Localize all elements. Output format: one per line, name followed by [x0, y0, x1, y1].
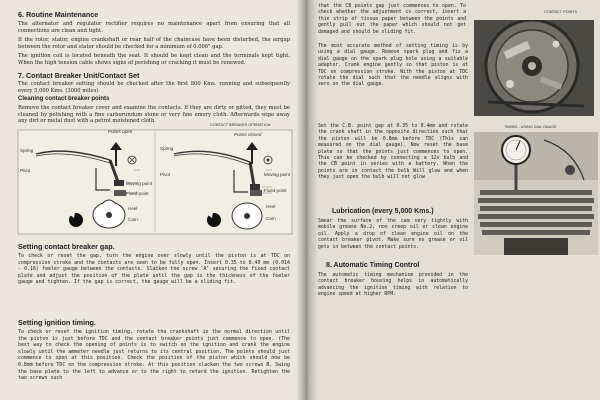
contact-para-2: Remove the contact breaker cover and examine the contacts. If they are dirty or pitted, they must be cleaned by polishing with a fine carborundum stone or very fine emery cloth. Afterwards wipe away any dirt or metal dust with a petrol moistened cloth. [18, 105, 290, 125]
lubrication-para: Smear the surface of the cam very tightly with mobile grease No.2, non creep oil or clean engine oil. Apply a drop of clean engine oil on the contact breaker pivot. Make sure no grease or oil gets in between the contact points. [318, 219, 468, 250]
label-heel-2: Heel [266, 204, 276, 209]
label-points-open: Points open [108, 129, 133, 134]
cleaning-points-subheading: Cleaning contact breaker points [18, 96, 110, 102]
contact-breaker-diagram [14, 120, 296, 238]
label-heel: Heel [128, 206, 138, 211]
routine-maintenance-heading: 6. Routine Maintenance [18, 10, 99, 19]
photo2-caption: TIMING - USING DIAL GAUGE [504, 125, 557, 129]
contact-points-photo-image [474, 6, 594, 116]
dial-gauge-para: The most accurate method of setting timing is by using a dial gauge. Remove spark plug and fix a dial gauge on the spark plug hole using a suitable adaptor. Crank engine gently so that piston is at TDC on compression stroke. With the piston at TDC rotate the dial such that the needle aligns with zero on the dial gauge. [318, 44, 468, 88]
photo1-caption: CONTACT POINTS [544, 10, 578, 14]
setting-gap-heading: Setting contact breaker gap. [18, 242, 115, 251]
label-fixed-point: Fixed point [126, 191, 149, 196]
contact-breaker-heading: 7. Contact Breaker Unit/Contact Set [18, 71, 140, 80]
book-gutter [296, 0, 318, 400]
contact-points-photo [474, 6, 594, 116]
label-points-closed: Points closed [234, 132, 262, 137]
dial-gauge-photo-image [474, 120, 598, 255]
diagram-caption: CONTACT BREAKER OPERATION [210, 123, 271, 127]
lubrication-heading: Lubrication (every 5,000 Kms.) [332, 208, 434, 215]
diagram-figure [14, 120, 296, 238]
label-pivot-2: Pivot [160, 172, 171, 177]
cb-point-gap-para: Set the C.B. point gap at 0.35 to 0.4mm and rotate the crank shaft in the opposite direction such that the piston will be 0.8mm before TDC (This can measured on the dial gauge). Now reset the base plate so that the points just commences to open. This can be checked by connecting a 12v bulb and the CB point in series with a battery. When the points are in contact the bulb Will glow and when they just open the bulb will not glow [318, 124, 468, 181]
label-spring-2: Spring [160, 146, 174, 151]
automatic-timing-para: The automatic timing mechanism provided in the contact breaker housing helps in automatically advancing the ignition timing with relation to engine speed at higher RPM. [318, 273, 468, 298]
label-spring: Spring [20, 148, 34, 153]
label-fixed-point-2: Fixed point [264, 188, 287, 193]
setting-timing-heading: Setting ignition timing. [18, 318, 96, 327]
right-page [306, 0, 600, 400]
timing-dial-gauge-photo [474, 120, 598, 255]
routine-para-2: If the rotor, stator, engine crankshaft or rear half of the chaincase have been disturbed, the airgap between the rotor and stator should be checked for a minimum of 0.006" gap. [18, 37, 290, 50]
timing-continued-para: that the CB points gap just commences to open. To check whether the adjustment is correct, insert a thin strip of tissue paper between the points and gently pull out the paper which should not get damaged and should be sliding fit. [318, 4, 466, 35]
routine-para-3: The ignition coil is located beneath the seat. It should be kept clean and the terminals kept tight. When the high tension cable shows signs of perishing or cracking it must be renewed. [18, 53, 290, 66]
label-moving-point: Moving point [126, 181, 153, 186]
routine-para-1: The alternator and regulator rectifier requires no maintenance apart from ensuring that all connections are clean and tight. [18, 21, 290, 34]
label-moving-point-2: Moving point [264, 172, 291, 177]
setting-gap-para: To check or reset the gap, turn the engine over slowly until the piston is at TDC on compression stroke and the contacts are seen to be fully open. Insert 0.35 to 0.40 mm (0.014 - 0.16) feeler gauge between the contacts. Slacken the screw 'A' securing the fixed contact plate and adjust the position of the plate until the gap is the thickness of the feeler gauge and tighten. If the gap is correct, the gauge will be a sliding fit. [18, 253, 290, 286]
label-pivot: Pivot [20, 168, 31, 173]
contact-para-1: The contact breaker setting should be checked after the first 800 Kms. running and subsequently every 5,000 Kms. (3000 miles) [18, 81, 290, 94]
label-cam-2: Cam [266, 216, 276, 221]
setting-timing-para: To check or reset the ignition timing, rotate the crankshaft in the normal direction until the piston is just before TDC and the contact breaker points just commence to open. (The best way to check the opening of points is to switch on the ignition and crank the engine slowly until the ammeter needle just returns to its central position. The points should just commence to open at this position. Check the position of the piston which should now be 0.8mm before TDC on the compression stroke. At this position slacken the two screws B. Swing the base plate to the left to advance or to the right to retard the ignition. Retighten the two screws such [18, 329, 290, 382]
label-cam: Cam [128, 217, 138, 222]
automatic-timing-heading: 8. Automatic Timing Control [326, 262, 420, 269]
